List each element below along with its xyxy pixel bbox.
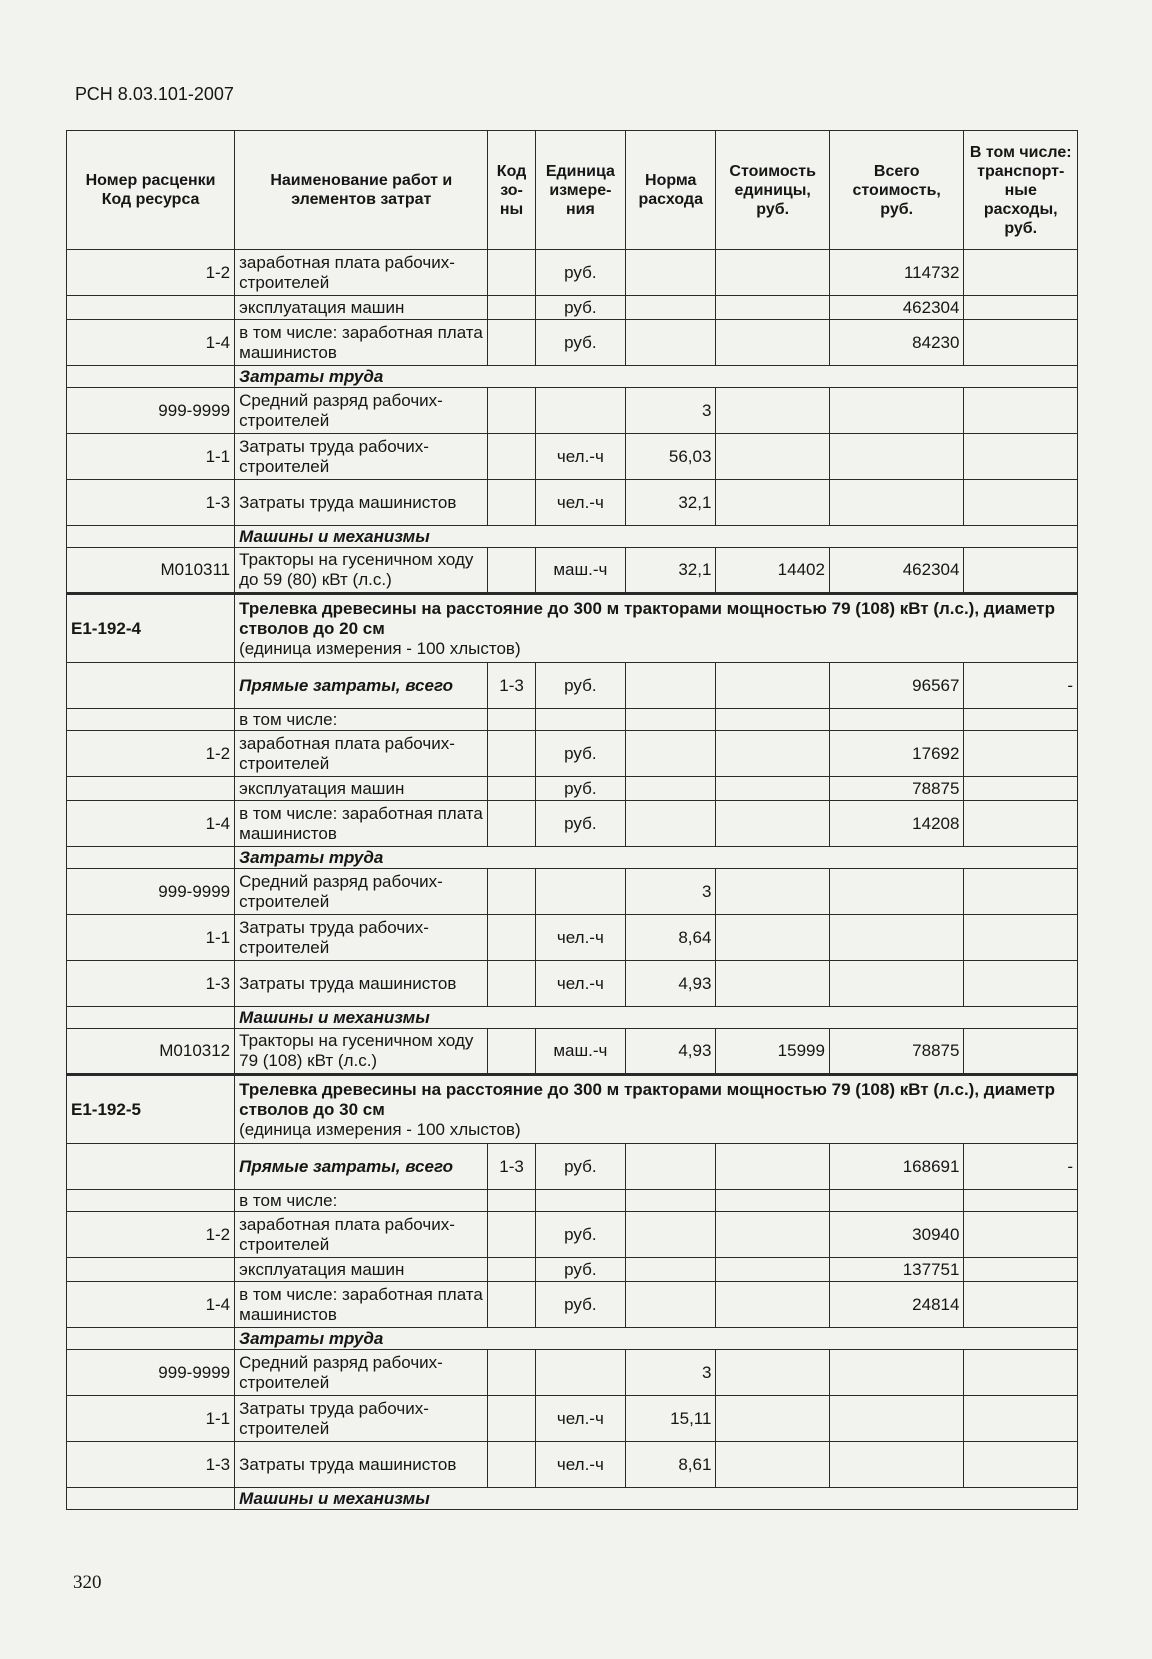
- cost-name: эксплуатация машин: [235, 296, 488, 320]
- zone-code: [488, 777, 535, 801]
- zone-code: [488, 548, 535, 594]
- transport-cost: [964, 1442, 1078, 1488]
- unit-price: [716, 731, 830, 777]
- norm: 4,93: [626, 1029, 716, 1075]
- cost-name: Затраты труда машинистов: [235, 961, 488, 1007]
- unit-price: [716, 663, 830, 709]
- unit-price: [716, 1282, 830, 1328]
- norm: 8,64: [626, 915, 716, 961]
- transport-cost: [964, 296, 1078, 320]
- total-cost: 78875: [829, 777, 964, 801]
- table-row: [67, 1350, 1078, 1396]
- table-row: [67, 1396, 1078, 1442]
- zone-code: [488, 296, 535, 320]
- unit: руб.: [535, 320, 625, 366]
- resource-code: М010311: [67, 548, 235, 594]
- cost-name: заработная плата рабочих-строителей: [235, 250, 488, 296]
- zone-code: [488, 388, 535, 434]
- unit-price: [716, 296, 830, 320]
- unit: [535, 1190, 625, 1212]
- resource-code: [67, 296, 235, 320]
- resource-code: 1-3: [67, 480, 235, 526]
- transport-cost: [964, 961, 1078, 1007]
- direct-costs-label: Прямые затраты, всего: [235, 1144, 488, 1190]
- table-row: [67, 915, 1078, 961]
- cost-name: в том числе: заработная плата машинистов: [235, 1282, 488, 1328]
- resource-code: 999-9999: [67, 1350, 235, 1396]
- resource-code: 999-9999: [67, 869, 235, 915]
- cost-name: Тракторы на гусеничном ходу до 59 (80) кВт (л.с.): [235, 548, 488, 594]
- cost-name: эксплуатация машин: [235, 777, 488, 801]
- col-header-code: Номер расценки Код ресурса: [67, 131, 235, 250]
- section-code-cell: [67, 526, 235, 548]
- zone-code: [488, 320, 535, 366]
- document-code: РСН 8.03.101-2007: [75, 84, 234, 104]
- total-cost: 84230: [829, 320, 964, 366]
- resource-code: 1-1: [67, 434, 235, 480]
- total-cost: 17692: [829, 731, 964, 777]
- norm: 32,1: [626, 548, 716, 594]
- rate-title: Трелевка древесины на расстояние до 300 м тракторами мощностью 79 (108) кВт (л.с.), диаметр стволов до 20 см: [239, 598, 1055, 638]
- transport-cost: [964, 320, 1078, 366]
- rate-description: [235, 594, 1078, 663]
- total-cost: [829, 915, 964, 961]
- section-code-cell: [67, 366, 235, 388]
- column-header-row: [67, 131, 1078, 250]
- transport-cost: [964, 548, 1078, 594]
- zone-code: [488, 869, 535, 915]
- unit: [535, 869, 625, 915]
- transport-cost: [964, 1212, 1078, 1258]
- norm: [626, 1144, 716, 1190]
- norm: [626, 1190, 716, 1212]
- unit-price: [716, 1350, 830, 1396]
- total-cost: [829, 1442, 964, 1488]
- unit: чел.-ч: [535, 961, 625, 1007]
- rate-header-row: [67, 594, 1078, 663]
- unit: руб.: [535, 777, 625, 801]
- resource-code: 1-2: [67, 731, 235, 777]
- transport-cost: [964, 1190, 1078, 1212]
- zone-code: [488, 1029, 535, 1075]
- table-row: [67, 388, 1078, 434]
- rate-code: Е1-192-5: [67, 1075, 235, 1144]
- table-row: [67, 801, 1078, 847]
- col-header-unit-price: Стоимость единицы, руб.: [716, 131, 830, 250]
- norm: 3: [626, 1350, 716, 1396]
- resource-code: 1-4: [67, 320, 235, 366]
- unit: [535, 1350, 625, 1396]
- transport-cost: [964, 1258, 1078, 1282]
- cost-name: Затраты труда рабочих-строителей: [235, 1396, 488, 1442]
- transport-cost: [964, 434, 1078, 480]
- col-header-transport: В том числе: транспорт-ные расходы, руб.: [964, 131, 1078, 250]
- table-row: [67, 250, 1078, 296]
- total-cost: [829, 709, 964, 731]
- section-row: [67, 1328, 1078, 1350]
- resource-code: 1-4: [67, 1282, 235, 1328]
- unit: руб.: [535, 663, 625, 709]
- rate-title: Трелевка древесины на расстояние до 300 м тракторами мощностью 79 (108) кВт (л.с.), диаметр стволов до 30 см: [239, 1079, 1055, 1119]
- section-title: Затраты труда: [235, 366, 1078, 388]
- unit: руб.: [535, 1144, 625, 1190]
- total-cost: 96567: [829, 663, 964, 709]
- zone-code: [488, 1282, 535, 1328]
- col-header-unit: Единица измере-ния: [535, 131, 625, 250]
- unit-price: 15999: [716, 1029, 830, 1075]
- section-row: [67, 1007, 1078, 1029]
- norm: [626, 1282, 716, 1328]
- unit-price: [716, 915, 830, 961]
- unit: чел.-ч: [535, 1442, 625, 1488]
- norm: 3: [626, 869, 716, 915]
- zone-code: [488, 1442, 535, 1488]
- unit: руб.: [535, 250, 625, 296]
- unit: маш.-ч: [535, 1029, 625, 1075]
- zone-code: [488, 801, 535, 847]
- norm: [626, 731, 716, 777]
- zone-code: [488, 1396, 535, 1442]
- section-code-cell: [67, 1007, 235, 1029]
- section-code-cell: [67, 847, 235, 869]
- resource-code: [67, 1258, 235, 1282]
- resource-code: [67, 1190, 235, 1212]
- transport-cost: [964, 480, 1078, 526]
- total-cost: [829, 1396, 964, 1442]
- unit: [535, 388, 625, 434]
- unit: руб.: [535, 1258, 625, 1282]
- table-row: [67, 709, 1078, 731]
- resource-code: [67, 777, 235, 801]
- rate-unit-note: (единица измерения - 100 хлыстов): [239, 1119, 521, 1139]
- unit: руб.: [535, 1212, 625, 1258]
- unit: чел.-ч: [535, 915, 625, 961]
- rate-description: [235, 1075, 1078, 1144]
- unit-price: [716, 1144, 830, 1190]
- section-title: Машины и механизмы: [235, 526, 1078, 548]
- norm: 15,11: [626, 1396, 716, 1442]
- section-title: Затраты труда: [235, 1328, 1078, 1350]
- total-cost: [829, 961, 964, 1007]
- col-header-name: Наименование работ и элементов затрат: [235, 131, 488, 250]
- col-header-norm: Норма расхода: [626, 131, 716, 250]
- table-row: [67, 296, 1078, 320]
- norm: 4,93: [626, 961, 716, 1007]
- section-title: Затраты труда: [235, 847, 1078, 869]
- rate-unit-note: (единица измерения - 100 хлыстов): [239, 638, 521, 658]
- total-cost: 462304: [829, 548, 964, 594]
- zone-code: [488, 915, 535, 961]
- resource-code: М010312: [67, 1029, 235, 1075]
- total-cost: 30940: [829, 1212, 964, 1258]
- transport-cost: [964, 1282, 1078, 1328]
- cost-name: Средний разряд рабочих-строителей: [235, 869, 488, 915]
- total-cost: 78875: [829, 1029, 964, 1075]
- unit-price: [716, 1190, 830, 1212]
- col-header-zone: Код зо-ны: [488, 131, 535, 250]
- table-row: [67, 434, 1078, 480]
- cost-name: в том числе: заработная плата машинистов: [235, 801, 488, 847]
- direct-costs-row: [67, 1144, 1078, 1190]
- cost-name: Затраты труда рабочих-строителей: [235, 434, 488, 480]
- resource-code: 1-1: [67, 915, 235, 961]
- unit-price: [716, 1212, 830, 1258]
- resource-code: [67, 709, 235, 731]
- table-row: [67, 731, 1078, 777]
- total-cost: 24814: [829, 1282, 964, 1328]
- resource-code: [67, 1144, 235, 1190]
- transport-cost: [964, 915, 1078, 961]
- unit: чел.-ч: [535, 1396, 625, 1442]
- transport-cost: [964, 731, 1078, 777]
- rate-code: Е1-192-4: [67, 594, 235, 663]
- table-row: [67, 320, 1078, 366]
- cost-name: заработная плата рабочих-строителей: [235, 1212, 488, 1258]
- cost-name: заработная плата рабочих-строителей: [235, 731, 488, 777]
- unit-price: [716, 961, 830, 1007]
- table-row: [67, 777, 1078, 801]
- transport-cost: [964, 250, 1078, 296]
- table-row: [67, 1029, 1078, 1075]
- unit: маш.-ч: [535, 548, 625, 594]
- transport-cost: [964, 1029, 1078, 1075]
- norm: 8,61: [626, 1442, 716, 1488]
- section-code-cell: [67, 1328, 235, 1350]
- zone-code: [488, 731, 535, 777]
- norm: [626, 801, 716, 847]
- total-cost: [829, 1190, 964, 1212]
- transport-cost: -: [964, 1144, 1078, 1190]
- unit-price: [716, 1442, 830, 1488]
- cost-name: Средний разряд рабочих-строителей: [235, 388, 488, 434]
- section-title: Машины и механизмы: [235, 1007, 1078, 1029]
- transport-cost: [964, 801, 1078, 847]
- norm: [626, 663, 716, 709]
- table-row: [67, 1190, 1078, 1212]
- resource-code: 1-3: [67, 961, 235, 1007]
- cost-name: Затраты труда машинистов: [235, 480, 488, 526]
- unit-price: [716, 388, 830, 434]
- resource-code: 1-1: [67, 1396, 235, 1442]
- norm: 32,1: [626, 480, 716, 526]
- cost-name: Затраты труда рабочих-строителей: [235, 915, 488, 961]
- resource-code: 1-3: [67, 1442, 235, 1488]
- unit-price: [716, 480, 830, 526]
- section-row: [67, 847, 1078, 869]
- total-cost: [829, 434, 964, 480]
- total-cost: [829, 869, 964, 915]
- table-row: [67, 548, 1078, 594]
- unit-price: [716, 801, 830, 847]
- total-cost: 462304: [829, 296, 964, 320]
- total-cost: [829, 480, 964, 526]
- section-row: [67, 1488, 1078, 1510]
- zone-code: [488, 1190, 535, 1212]
- unit: руб.: [535, 296, 625, 320]
- cost-name: Тракторы на гусеничном ходу 79 (108) кВт (л.с.): [235, 1029, 488, 1075]
- norm: [626, 709, 716, 731]
- table-row: [67, 1442, 1078, 1488]
- transport-cost: [964, 388, 1078, 434]
- unit-price: [716, 777, 830, 801]
- unit-price: [716, 1258, 830, 1282]
- direct-costs-label: Прямые затраты, всего: [235, 663, 488, 709]
- transport-cost: [964, 709, 1078, 731]
- cost-name: Средний разряд рабочих-строителей: [235, 1350, 488, 1396]
- zone-code: [488, 961, 535, 1007]
- unit-price: [716, 869, 830, 915]
- norm: [626, 296, 716, 320]
- resource-code: 1-2: [67, 250, 235, 296]
- unit-price: 14402: [716, 548, 830, 594]
- unit-price: [716, 320, 830, 366]
- norm: 3: [626, 388, 716, 434]
- resource-code: [67, 663, 235, 709]
- cost-name: в том числе: заработная плата машинистов: [235, 320, 488, 366]
- norm: [626, 320, 716, 366]
- unit: руб.: [535, 731, 625, 777]
- transport-cost: [964, 869, 1078, 915]
- transport-cost: [964, 1350, 1078, 1396]
- total-cost: 14208: [829, 801, 964, 847]
- section-title: Машины и механизмы: [235, 1488, 1078, 1510]
- total-cost: [829, 1350, 964, 1396]
- norm: [626, 1258, 716, 1282]
- total-cost: 137751: [829, 1258, 964, 1282]
- unit: чел.-ч: [535, 480, 625, 526]
- table-row: [67, 1282, 1078, 1328]
- table-row: [67, 480, 1078, 526]
- norm: [626, 250, 716, 296]
- total-cost: 168691: [829, 1144, 964, 1190]
- rate-header-row: [67, 1075, 1078, 1144]
- unit: [535, 709, 625, 731]
- table-row: [67, 1212, 1078, 1258]
- unit: руб.: [535, 1282, 625, 1328]
- transport-cost: -: [964, 663, 1078, 709]
- total-cost: 114732: [829, 250, 964, 296]
- unit-price: [716, 434, 830, 480]
- cost-name: в том числе:: [235, 709, 488, 731]
- section-code-cell: [67, 1488, 235, 1510]
- zone-code: 1-3: [488, 663, 535, 709]
- zone-code: [488, 1258, 535, 1282]
- zone-code: [488, 250, 535, 296]
- zone-code: [488, 1212, 535, 1258]
- zone-code: [488, 709, 535, 731]
- resource-code: 1-4: [67, 801, 235, 847]
- zone-code: [488, 480, 535, 526]
- table-row: [67, 1258, 1078, 1282]
- unit-price: [716, 250, 830, 296]
- unit-price: [716, 1396, 830, 1442]
- zone-code: 1-3: [488, 1144, 535, 1190]
- resource-code: 1-2: [67, 1212, 235, 1258]
- page-number: 320: [73, 1572, 102, 1593]
- unit: чел.-ч: [535, 434, 625, 480]
- total-cost: [829, 388, 964, 434]
- norm: 56,03: [626, 434, 716, 480]
- col-header-total: Всего стоимость, руб.: [829, 131, 964, 250]
- resource-code: 999-9999: [67, 388, 235, 434]
- cost-name: эксплуатация машин: [235, 1258, 488, 1282]
- transport-cost: [964, 777, 1078, 801]
- table-row: [67, 961, 1078, 1007]
- direct-costs-row: [67, 663, 1078, 709]
- zone-code: [488, 1350, 535, 1396]
- cost-name: в том числе:: [235, 1190, 488, 1212]
- norm: [626, 1212, 716, 1258]
- norm: [626, 777, 716, 801]
- table-row: [67, 869, 1078, 915]
- rates-table: [66, 130, 1078, 1510]
- transport-cost: [964, 1396, 1078, 1442]
- section-row: [67, 366, 1078, 388]
- section-row: [67, 526, 1078, 548]
- cost-name: Затраты труда машинистов: [235, 1442, 488, 1488]
- unit: руб.: [535, 801, 625, 847]
- zone-code: [488, 434, 535, 480]
- unit-price: [716, 709, 830, 731]
